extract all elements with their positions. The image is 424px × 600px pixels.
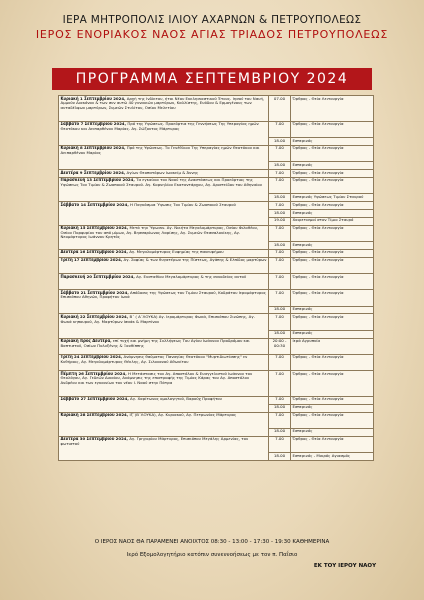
entry-feast: Αρχή της Ινδίκτου, ήτοι Νέου Εκκλησιαστικού Έτους. Ιησού του Ναυή, Αμμούν Διακόνου & των συν αυτώ 40 γυναικών μαρτύρων, Καλλίστης, Ευόδου & Ερμογένους των αυταδέλφων μαρτύρων, Συμεών Στυλίτου, Οσίου Μελετίου — [60, 95, 265, 110]
table-row — [59, 396, 374, 404]
entry-date: Δευτέρα 9 Σεπτεμβρίου 2024, — [60, 169, 126, 175]
metropolis-title: ΙΕΡΑ ΜΗΤΡΟΠΟΛΙΣ ΙΛΙΟΥ ΑΧΑΡΝΩΝ & ΠΕΤΡΟΥΠΟΛΕΩΣ — [62, 14, 362, 26]
entry-description — [59, 371, 269, 397]
entry-date: Κυριακή 8 Σεπτεμβρίου 2024, — [60, 145, 126, 151]
entry-feast: Απόδοσις της Υψώσεως του Τιμίου Σταυρού, Κοδράτου Ιερομάρτυρος Επισκόπου Αθηνών, Προφήτου Ιωνά — [60, 289, 267, 300]
table-row — [59, 249, 374, 257]
service-time: 18.00 — [269, 241, 291, 249]
entry-description — [59, 290, 269, 314]
service-name: Εσπερινός — [291, 137, 374, 145]
table-row — [59, 225, 374, 241]
service-name: Όρθρος - Θεία Λειτουργία — [291, 96, 374, 122]
service-name: Χαιρετισμοί στον Τίμιο Σταυρό — [291, 217, 374, 225]
entry-date: Σάββατο 27 Σεπτεμβρίου 2024, — [60, 396, 129, 402]
entry-description — [59, 177, 269, 201]
service-name: Όρθρος - Θεία Λειτουργία — [291, 202, 374, 210]
table-row — [59, 257, 374, 273]
service-name: Όρθρος - Θεία Λειτουργία — [291, 225, 374, 241]
church-title: ΙΕΡΟΣ ΕΝΟΡΙΑΚΟΣ ΝΑΟΣ ΑΓΙΑΣ ΤΡΙΑΔΟΣ ΠΕΤΡΟΥΠΟΛΕΩΣ — [35, 28, 389, 41]
table-row — [59, 273, 374, 289]
service-name: Όρθρος - Θεία Λειτουργία — [291, 170, 374, 178]
signature: ΕΚ ΤΟΥ ΙΕΡΟΥ ΝΑΟΥ — [313, 563, 377, 569]
entry-date: Κυριακή 22 Σεπτεμβρίου 2024, — [60, 314, 129, 319]
entry-date: Δευτέρα 16 Σεπτεμβρίου 2024, — [60, 249, 128, 255]
service-time: 7.00 — [269, 273, 291, 289]
entry-feast: Αγ. Μεγαλομάρτυρος Ευφημίας της πανευφήμου — [128, 249, 224, 255]
entry-description — [59, 257, 269, 273]
service-name: Όρθρος - Θεία Λειτουργία — [291, 396, 374, 404]
service-time: 7.00 — [269, 371, 291, 397]
opening-hours-note: Ο ΙΕΡΟΣ ΝΑΟΣ ΘΑ ΠΑΡΑΜΕΝΕΙ ΑΝΟΙΧΤΟΣ 08:30 - 13:00 - 17:30 - 19:30 ΚΑΘΗΜΕΡΙΝΑ — [94, 539, 330, 545]
schedule-table — [58, 95, 374, 461]
service-name: Εσπερινός — [291, 162, 374, 170]
entry-feast: Β΄ ( Α΄ΛΟΥΚΑ) Αγ. Ιερομάρτυρος Φωκά, Επισκόπου Σινώπης, Αγ. Φωκά κηπουρού, Αγ. Μαρτύρων Ισαάκ & Μαρτίνου — [60, 314, 255, 324]
entry-date: Κυριακή 15 Σεπτεμβρίου 2024, — [60, 225, 129, 231]
entry-description — [59, 202, 269, 226]
entry-feast: Αγ. Ευσταθίου Μεγαλομάρτυρος & της συνοδείας αυτού — [134, 273, 247, 279]
table-row — [59, 354, 374, 370]
service-name: Όρθρος - Θεία Λειτουργία — [291, 121, 374, 137]
service-time: 7.00 — [269, 314, 291, 330]
service-time: 7.00 — [269, 290, 291, 306]
service-time: 7.00 — [269, 177, 291, 193]
entry-feast: Ανάμνησις θαύματος Παναγίας Θεοτόκου "Μυρτιδιωτίσσης" εν Κυθήροις, Αγ. Μεγαλομάρτυρος Θέκλης, Αγ. Σιλουανού Αθωνίτου — [60, 354, 248, 365]
confession-note: Ιερό Εξομολογητήριο κατόπιν συνεννοήσεως με τον π. Παΐσιο — [126, 552, 298, 558]
entry-description — [59, 225, 269, 249]
entry-feast: Μετά την Ύψωσιν. Αγ. Νικήτα Μεγαλομάρτυρος, Οσίου Φιλοθέου, Οσίου Πορφυρίου του από μίμων, Αγ. Βησσαρίωνος Λαρίσης, Αγ. Συμεών Θεσσαλονίκης, Αγ. Νεομάρτυρος Ιωάννου Κρητός — [60, 225, 259, 240]
entry-date: Παρασκευή 13 Σεπτεμβρίου 2024, — [60, 177, 135, 183]
service-name: Όρθρος - Θεία Λειτουργία — [291, 412, 374, 428]
entry-feast: Αγ. Σοφίας & των θυγατέρων της Πίστεως, Αγάπης & Ελπίδος μαρτύρων — [122, 257, 267, 263]
entry-date: Δευτέρα 30 Σεπτεμβρίου 2024, — [60, 436, 128, 442]
service-time: 18.00 — [269, 453, 291, 461]
service-time: 18.00 — [269, 137, 291, 145]
service-name: Ιερά Αγρυπνία — [291, 338, 374, 354]
program-banner: ΠΡΟΓΡΑΜΜΑ ΣΕΠΤΕΜΒΡΙΟΥ 2024 — [52, 68, 372, 90]
entry-description — [59, 412, 269, 436]
table-row — [59, 121, 374, 137]
service-time: 7.00 — [269, 202, 291, 210]
service-time: 7.00 — [269, 145, 291, 161]
service-time: 7.00 — [269, 412, 291, 428]
service-name: Εσπερινός — [291, 404, 374, 412]
entry-date: Κυριακή προς Δευτέρα, — [60, 338, 112, 344]
entry-date: Σάββατο 21 Σεπτεμβρίου 2024, — [60, 289, 129, 295]
service-time: 18.00 — [269, 306, 291, 314]
entry-feast: Πρό της Υψώσεως. Προεόρτια της Γεννήσεως Της Υπεραγίας ημών Θεοτόκου και Αειπαρθένου Μαρίας. Αγ. Σώζοντος Μάρτυρος — [60, 121, 259, 131]
entry-description — [59, 145, 269, 169]
entry-description — [59, 170, 269, 178]
service-name: Εσπερινός — [291, 306, 374, 314]
entry-description — [59, 436, 269, 460]
table-row — [59, 314, 374, 330]
service-time: 19.00 — [269, 217, 291, 225]
service-time: 18.00 — [269, 209, 291, 217]
table-row — [59, 290, 374, 306]
service-time: 7.00 — [269, 436, 291, 452]
service-name: Όρθρος - Θεία Λειτουργία — [291, 145, 374, 161]
entry-date: Κυριακή 28 Σεπτεμβρίου 2024, — [60, 412, 129, 418]
entry-description — [59, 338, 269, 354]
service-name: Όρθρος - Θεία Λειτουργία — [291, 177, 374, 193]
service-name: Όρθρος - Θεία Λειτουργία — [291, 273, 374, 289]
table-row — [59, 170, 374, 178]
entry-date: Σάββατο 14 Σεπτεμβρίου 2024, — [60, 201, 129, 207]
service-name: Εσπερινός — [291, 241, 374, 249]
service-time: 7.00 — [269, 121, 291, 137]
service-name: Όρθρος - Θεία Λειτουργία — [291, 436, 374, 452]
entry-description — [59, 96, 269, 122]
entry-feast: Η Παγκόσμια Ύψωσις Του Τιμίου & Ζωοποιού Σταυρού — [128, 201, 236, 207]
table-row — [59, 436, 374, 452]
entry-feast: Τα εγκαίνια του Ναού της Αναστάσεως και Προεόρτιος της Υψώσεως Του Τιμίου & Ζωοποιού Σταυρού. Αγ. Κορνηλίου Εκατοντάρχου, Αγ. Αριστείδου του Αθηναίου — [60, 177, 262, 188]
entry-date: Παρασκευή 20 Σεπτεμβρίου 2024, — [60, 273, 135, 279]
service-name: Εσπερινός — [291, 428, 374, 436]
entry-feast: επί τυχή και μνήμη της Συλλήψεως Του Αγίου Ιωάννου Προδρόμου και Βαπτιστού, Οσίων Πολυξένης & Ξανθίππης — [60, 338, 250, 348]
entry-description — [59, 249, 269, 257]
service-name: Όρθρος - Θεία Λειτουργία — [291, 354, 374, 370]
entry-feast: Πρό της Υψώσεως. Το Γενέθλιον Της Υπεραγίας ημών Θεοτόκου και Αειπαρθένου Μαρίας — [60, 145, 260, 156]
service-time: 7.00 — [269, 257, 291, 273]
entry-date: Πέμπτη 26 Σεπτεμβρίου 2024, — [60, 370, 127, 376]
service-name: Εσπερινός — [291, 330, 374, 338]
service-name: Εσπερινός Υψώσεως Τιμίου Σταυρού — [291, 194, 374, 202]
service-time: 18.00 — [269, 330, 291, 338]
table-row — [59, 177, 374, 193]
entry-feast: Ιζ΄(Β΄ΛΟΥΚΑ), Αγ. Κυριακού, Αγ. Πετρωνίας Μάρτυρος — [128, 412, 237, 418]
table-row — [59, 202, 374, 210]
service-time: 18.00 — [269, 194, 291, 202]
service-time: 18.00 — [269, 162, 291, 170]
service-name: Εσπερινός — [291, 209, 374, 217]
entry-description — [59, 354, 269, 370]
entry-description — [59, 396, 269, 412]
service-time: 7.00 — [269, 225, 291, 241]
service-time: 7.00 — [269, 354, 291, 370]
service-time: 20:00 - 00:30 — [269, 338, 291, 354]
entry-description — [59, 314, 269, 338]
table-row — [59, 412, 374, 428]
entry-date: Κυριακή 1 Σεπτεμβρίου 2024, — [60, 95, 126, 101]
service-time: 7.00 — [269, 396, 291, 404]
service-time: 18.00 — [269, 428, 291, 436]
table-row — [59, 338, 374, 354]
entry-feast: Αγίων Θεοπατόρων Ιωακείμ & Άννης — [125, 169, 199, 175]
entry-description — [59, 121, 269, 145]
entry-description — [59, 273, 269, 289]
service-name: Όρθρος - Θεία Λειτουργία — [291, 314, 374, 330]
service-name: Όρθρος - Θεία Λειτουργία — [291, 249, 374, 257]
table-row — [59, 96, 374, 122]
entry-feast: Αγ. Γρηγορίου Μάρτυρος, Επισκόπου Μεγάλης Αρμενίας, του φωτιστού — [60, 436, 249, 446]
table-row — [59, 145, 374, 161]
service-time: 07.00 — [269, 96, 291, 122]
service-name: Όρθρος - Θεία Λειτουργία — [291, 257, 374, 273]
service-time: 7.00 — [269, 170, 291, 178]
entry-date: Τρίτη 24 Σεπτεμβρίου 2024, — [60, 354, 123, 360]
service-name: Εσπερινός - Μικρός Αγιασμός — [291, 453, 374, 461]
entry-feast: Η Μετάστασις του Αγ. Αποστόλου & Ευαγγελιστού Ιωάννου του Θεολόγου, Αγ. Γεδεών Δικαίου, Ανάμνησις της επιστροφής της Τιμίας Κάρας του Αγ. Αποστόλου Ανδρέου και των εγκαινίων του νέου Ι. Ναού στην Πάτρα — [60, 370, 253, 385]
entry-feast: Αγ. Χαρίτωνος ομολογητού, Βαρούχ Προφήτου — [128, 396, 222, 402]
entry-date: Τρίτη 17 Σεπτεμβρίου 2024, — [60, 257, 123, 263]
service-time: 18.00 — [269, 404, 291, 412]
service-name: Όρθρος - Θεία Λειτουργία — [291, 371, 374, 397]
service-time: 7.00 — [269, 249, 291, 257]
service-name: Όρθρος - Θεία Λειτουργία — [291, 290, 374, 306]
entry-date: Σάββατο 7 Σεπτεμβρίου 2024, — [60, 121, 127, 127]
table-row — [59, 371, 374, 397]
